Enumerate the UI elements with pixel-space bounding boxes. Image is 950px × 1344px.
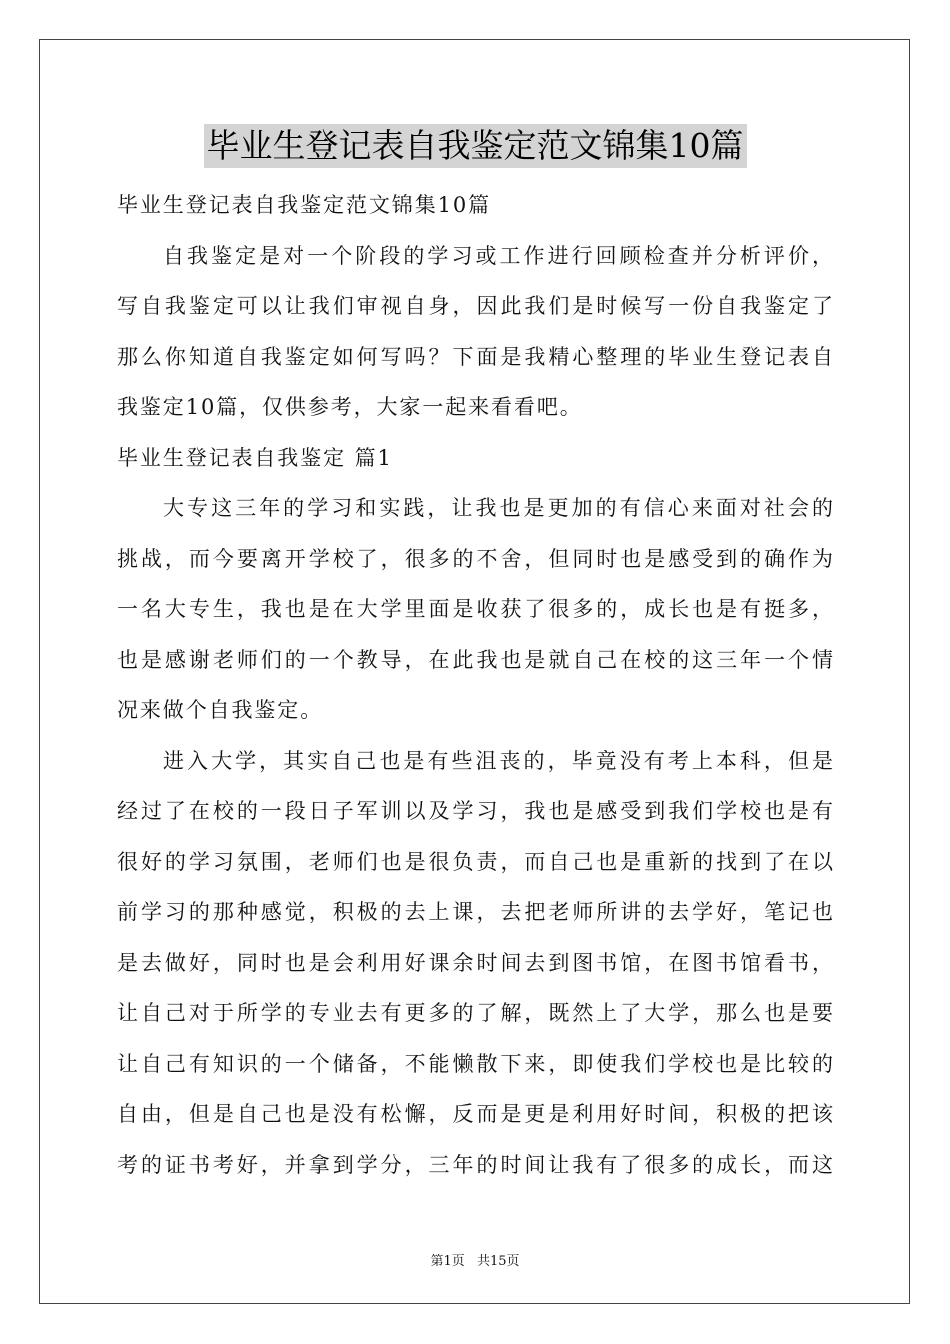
paragraph-line: 一名大专生，我也是在大学里面是收获了很多的，成长也是有挺多，: [117, 597, 833, 621]
intro-line: 自我鉴定是对一个阶段的学习或工作进行回顾检查并分析评价，: [163, 243, 833, 268]
title-container: [0, 124, 950, 168]
paragraph-line: 让自己有知识的一个储备，不能懒散下来，即使我们学校也是比较的: [117, 1051, 833, 1076]
page-footer: [0, 1250, 950, 1269]
document-body: [117, 180, 833, 1190]
paragraph-line: 考的证书考好，并拿到学分，三年的时间让我有了很多的成长，而这: [117, 1152, 833, 1177]
total-pages: 共15页: [476, 1254, 520, 1269]
paragraph-line: 经过了在校的一段日子军训以及学习，我也是感受到我们学校也是有: [117, 799, 833, 823]
paragraph-line: 挑战，而今要离开学校了，很多的不舍，但同时也是感受到的确作为: [117, 546, 833, 571]
paragraph-line: 前学习的那种感觉，积极的去上课，去把老师所讲的去学好，笔记也: [117, 900, 833, 924]
document-title: 毕业生登记表自我鉴定范文锦集10篇: [204, 124, 747, 168]
paragraph-line: 让自己对于所学的专业去有更多的了解，既然上了大学，那么也是要: [117, 1001, 833, 1025]
intro-line: 我鉴定10篇，仅供参考，大家一起来看看吧。: [117, 395, 583, 419]
paragraph-line: 很好的学习氛围，老师们也是很负责，而自己也是重新的找到了在以: [117, 849, 833, 874]
intro-line: 写自我鉴定可以让我们审视自身，因此我们是时候写一份自我鉴定了: [117, 294, 833, 318]
paragraph-line: 是去做好，同时也是会利用好课余时间去到图书馆，在图书馆看书，: [117, 950, 833, 975]
page-number: 第1页: [430, 1254, 465, 1269]
paragraph-line: 大专这三年的学习和实践，让我也是更加的有信心来面对社会的: [163, 496, 833, 520]
paragraph-line: 况来做个自我鉴定。: [117, 698, 324, 722]
document-subtitle: 毕业生登记表自我鉴定范文锦集10篇: [117, 193, 492, 217]
section-heading: 毕业生登记表自我鉴定 篇1: [117, 445, 393, 470]
paragraph-line: 自由，但是自己也是没有松懈，反而是更是利用好时间，积极的把该: [117, 1102, 833, 1126]
paragraph-line: 进入大学，其实自己也是有些沮丧的，毕竟没有考上本科，但是: [163, 748, 833, 773]
intro-line: 那么你知道自我鉴定如何写吗？下面是我精心整理的毕业生登记表自: [117, 344, 833, 369]
paragraph-line: 也是感谢老师们的一个教导，在此我也是就自己在校的这三年一个情: [117, 647, 833, 672]
